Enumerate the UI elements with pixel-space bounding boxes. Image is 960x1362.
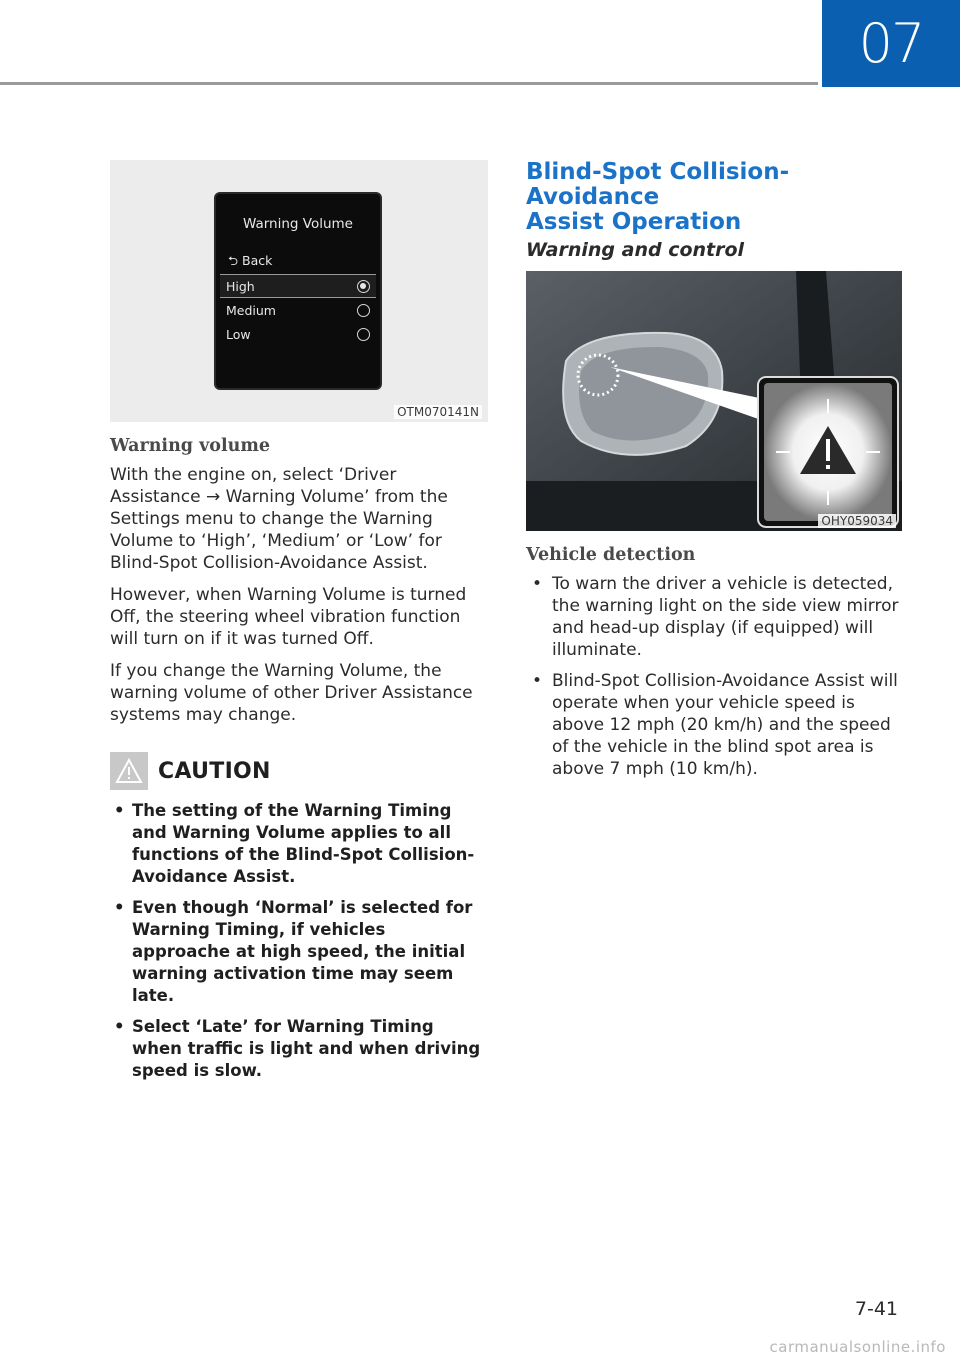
caution-label: CAUTION [158,758,271,784]
paragraph: With the engine on, select ‘Driver Assistance → Warning Volume’ from the Settings menu to change the Warning Volume to ‘High’, ‘Medium’ or ‘Low’ for Blind-Spot Collision-Avoidance Assist. [110,465,448,573]
screen-title: Warning Volume [242,216,353,232]
subheading-warning-volume: Warning volume [110,436,270,456]
caution-item: • Even though ‘Normal’ is selected for Warning Timing, if vehicles approache at high speed, the initial warning activation time may seem late. [110,897,488,1007]
bullet-item: • To warn the driver a vehicle is detected, the warning light on the side view mirror and head-up display (if equipped) will illuminate. [526,573,902,661]
right-column [526,160,902,789]
section-subtitle: Warning and control [526,239,745,261]
back-label: Back [242,253,273,268]
option-label: High [226,278,255,294]
back-arrow-icon: ⮌ [228,253,242,268]
back-option [228,252,272,273]
warning-triangle-icon [110,752,148,790]
option-label: Low [226,326,251,342]
radio-icon [357,304,370,317]
side-mirror-illustration [526,271,902,531]
section-title-line: Blind-Spot Collision-Avoidance [526,159,790,210]
left-column [110,160,488,1091]
option-medium [220,298,376,322]
watermark: carmanualsonline.info [769,1338,946,1356]
option-label: Medium [226,302,276,318]
page-number: 7-41 [854,1298,898,1320]
radio-icon [357,328,370,341]
warning-volume-figure [110,160,488,422]
figure-code: OHY059034 [818,514,896,528]
bullet-item: • Blind-Spot Collision-Avoidance Assist will operate when your vehicle speed is above 12 mph (20 km/h) and the speed of the vehicle in the blind spot area is above 7 mph (10 km/h). [526,670,902,780]
subheading-vehicle-detection: Vehicle detection [526,545,696,565]
section-title-line: Assist Operation [526,209,742,235]
figure-code: OTM070141N [394,405,482,419]
option-high [220,274,376,298]
header-rule [0,82,818,85]
paragraph: However, when Warning Volume is turned Off, the steering wheel vibration function will turn on if it was turned Off. [110,585,467,649]
section-title [526,160,902,235]
caution-item: • Select ‘Late’ for Warning Timing when traffic is light and when driving speed is slow. [110,1016,488,1082]
radio-selected-icon [357,280,370,293]
paragraph: If you change the Warning Volume, the warning volume of other Driver Assistance systems may change. [110,661,473,725]
caution-box [110,752,488,1082]
side-mirror-figure [526,271,902,531]
chapter-number: 07 [858,12,924,75]
option-low [220,322,376,346]
caution-header [110,752,488,790]
cluster-screen [214,192,382,390]
chapter-tab [822,0,960,87]
caution-item: • The setting of the Warning Timing and Warning Volume applies to all functions of the Blind-Spot Collision-Avoidance Assist. [110,800,488,888]
